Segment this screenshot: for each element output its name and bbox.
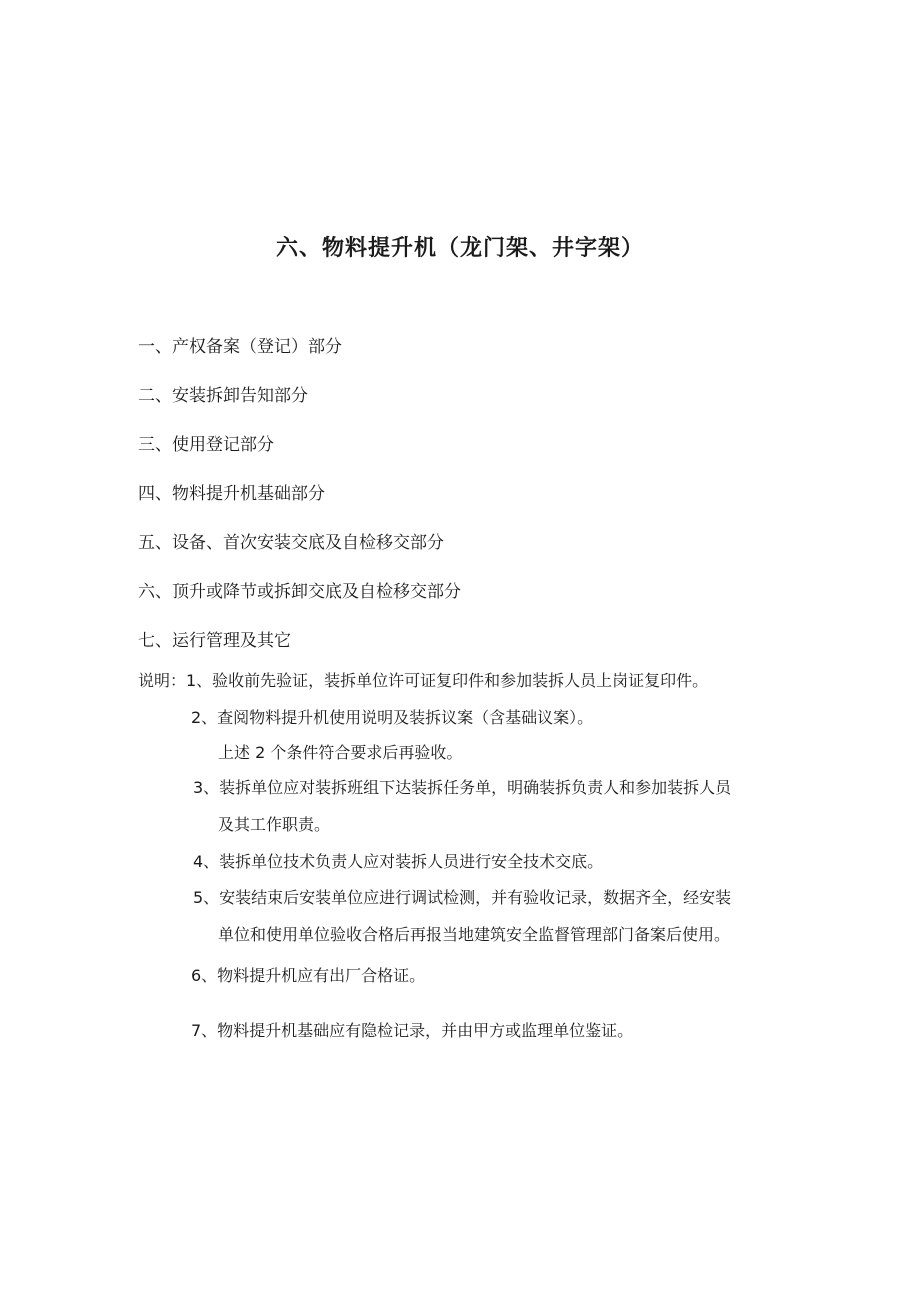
note-3: 3、装拆单位应对装拆班组下达装拆任务单，明确装拆负责人和参加装拆人员: [193, 778, 732, 797]
note-5: 5、安装结束后安装单位应进行调试检测，并有验收记录，数据齐全，经安装: [193, 888, 732, 907]
note-3-continuation: 及其工作职责。: [218, 815, 331, 834]
note-1: 说明：1、验收前先验证，装拆单位许可证复印件和参加装拆人员上岗证复印件。: [138, 671, 709, 690]
section-item-6: 六、顶升或降节或拆卸交底及自检移交部分: [138, 582, 461, 602]
note-5-continuation: 单位和使用单位验收合格后再报当地建筑安全监督管理部门备案后使用。: [218, 925, 731, 944]
section-item-1: 一、产权备案（登记）部分: [138, 337, 342, 357]
section-item-3: 三、使用登记部分: [138, 435, 274, 455]
note-2: 2、查阅物料提升机使用说明及装拆议案（含基础议案）。: [191, 708, 594, 727]
section-item-4: 四、物料提升机基础部分: [138, 484, 325, 504]
section-item-2: 二、安装拆卸告知部分: [138, 386, 308, 406]
section-item-7: 七、运行管理及其它: [138, 631, 291, 651]
note-2-continuation: 上述 2 个条件符合要求后再验收。: [218, 743, 463, 762]
page-title: 六、物料提升机（龙门架、井字架）: [275, 236, 644, 261]
note-4: 4、装拆单位技术负责人应对装拆人员进行安全技术交底。: [193, 852, 604, 871]
note-7: 7、物料提升机基础应有隐检记录，并由甲方或监理单位鉴证。: [191, 1021, 634, 1040]
section-item-5: 五、设备、首次安装交底及自检移交部分: [138, 533, 444, 553]
note-6: 6、物料提升机应有出厂合格证。: [191, 966, 426, 985]
